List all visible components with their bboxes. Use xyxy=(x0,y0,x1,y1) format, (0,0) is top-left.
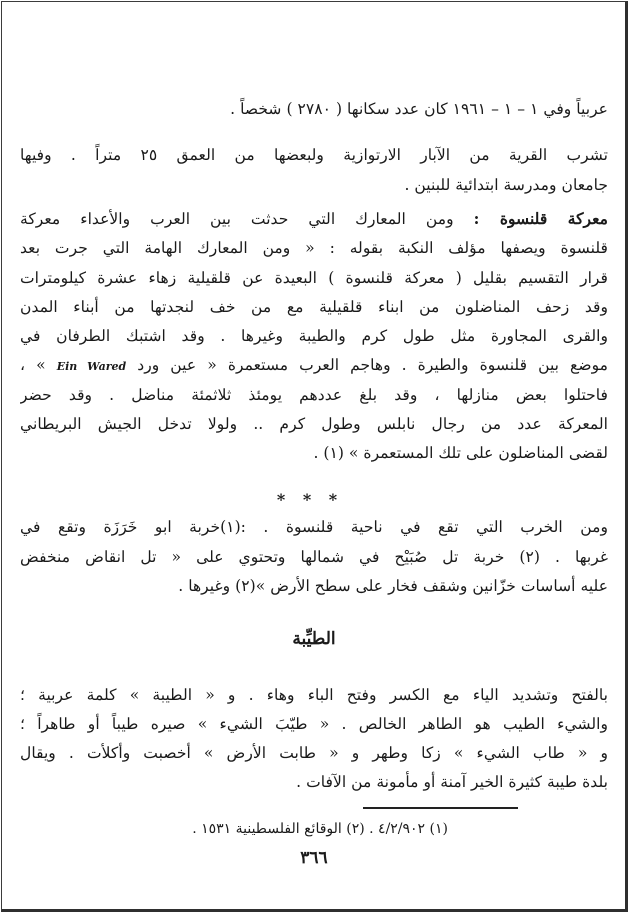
text-line: قرار التقسيم بقليل ( معركة قلنسوة ) البعيدة عن قلقيلية زهاء عشرة كيلومترات xyxy=(20,269,608,287)
page-number: ٣٦٦ xyxy=(300,848,328,868)
text-line: والشيء الطيب هو الطاهر الخالص . « طيّبَ الشيء » صيره طيباً أو طاهراً ؛ xyxy=(20,715,608,733)
text-line: المعركة عدد من رجال نابلس وطول كرم .. ولولا تدخل الجيش البريطاني xyxy=(20,415,608,433)
text-fragment: » ، xyxy=(20,356,46,374)
section-title: الطيِّبة xyxy=(292,629,336,649)
text-line: غربها . (٢) خربة تل صُبَيْح في شمالها وتحتوي على « تل انقاض منخفض xyxy=(20,548,608,566)
text-line: عربياً وفي ١ – ١ – ١٩٦١ كان عدد سكانها ( ٢٧٨٠ ) شخصاً . xyxy=(230,100,608,118)
text-line: فاحتلوا بعض منازلها ، وقد بلغ عددهم يومئذ ثلاثمئة مناضل . وقد حضر xyxy=(20,386,608,404)
text-line: بلدة طيبة كثيرة الخير آمنة أو مأمونة من الآفات . xyxy=(296,773,608,791)
text-line: عليه أساسات خزّانين وشقف فخار على سطح الأرض »(٢) وغيرها . xyxy=(178,577,608,595)
text-line: جامعان ومدرسة ابتدائية للبنين . xyxy=(404,176,608,194)
latin-name: Ein Wared xyxy=(56,360,127,373)
footnote-rule xyxy=(363,807,518,809)
text-line: تشرب القرية من الآبار الارتوازية ولبعضها من العمق ٢٥ متراً . وفيها xyxy=(20,146,608,164)
text-line: ومن الخرب التي تقع في ناحية قلنسوة . :(١)خربة ابو خَرَزَة وتقع في xyxy=(20,518,608,536)
text-fragment: ومن المعارك التي حدثت بين العرب والأعداء معركة xyxy=(20,210,454,228)
text-line xyxy=(20,352,608,380)
text-fragment: موضع بين قلنسوة والطيرة . وهاجم العرب مستعمرة « عين ورد xyxy=(137,356,608,374)
section-separator: * * * xyxy=(276,490,344,509)
section-heading: معركة قلنسوة : xyxy=(473,209,608,228)
text-line: قلنسوة ويصفها مؤلف النكبة بقوله : « ومن المعارك الهامة التي جرت بعد xyxy=(20,239,608,257)
text-line: بالفتح وتشديد الياء مع الكسر وفتح الباء وهاء . و « الطيبة » كلمة عربية ؛ xyxy=(20,686,608,704)
text-line: وقد زحف المناضلون من ابناء قلقيلية مع من خف لنجدتها من أبناء المدن xyxy=(20,298,608,316)
text-line xyxy=(20,206,608,234)
footnote: (١) ٤/٢/٩٠٢ . (٢) الوقائع الفلسطينية ١٥٣١ . xyxy=(192,821,448,837)
text-line: والقرى المجاورة مثل طول كرم والطيبة وغيرها . وقد اشتبك الطرفان في xyxy=(20,327,608,345)
text-line: و « طاب الشيء » زكا وطهر و « طابت الأرض » أخصبت وأكلأت . ويقال xyxy=(20,744,608,762)
text-line: لقضى المناضلون على تلك المستعمرة » (١) . xyxy=(313,444,608,462)
